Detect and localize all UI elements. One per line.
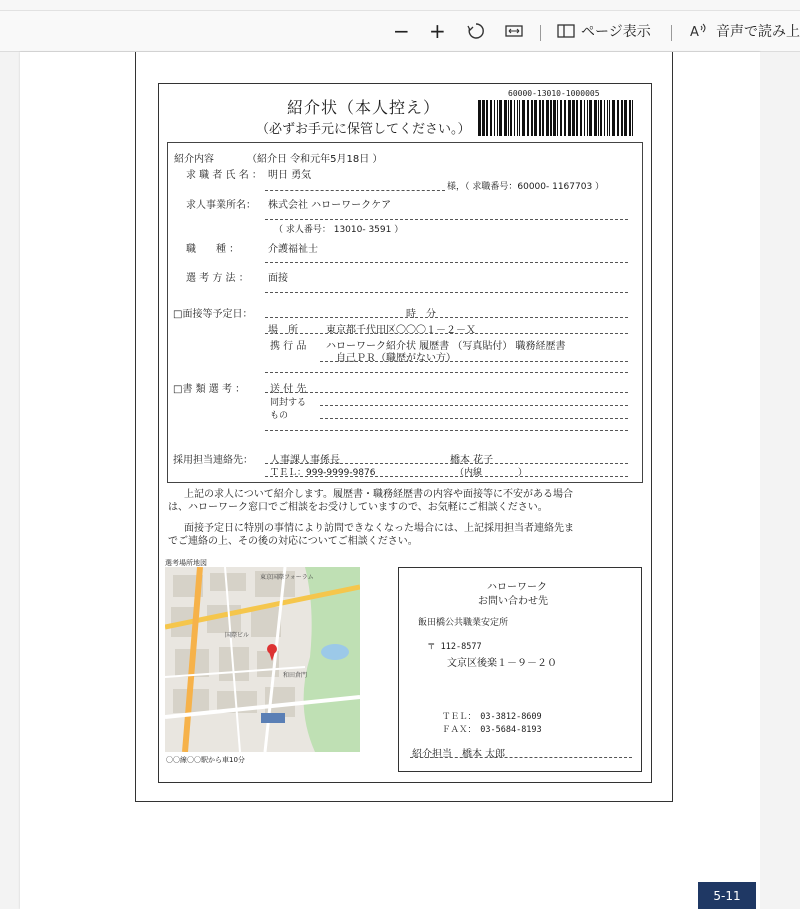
map-label: 選考場所地図 <box>165 559 207 567</box>
zoom-in-button[interactable] <box>429 17 446 45</box>
dotted-line <box>320 418 628 419</box>
barcode-bar <box>624 100 627 136</box>
notice-line: は、ハローワーク窓口でご相談をお受けしていますので、お気軽にご相談ください。 <box>168 502 548 513</box>
barcode-bar <box>490 100 492 136</box>
map-graphic <box>165 567 360 752</box>
contact-tel: ＴＥＬ：999-9999-9876 <box>270 468 376 478</box>
dotted-line <box>265 392 628 393</box>
barcode-bar <box>497 100 498 136</box>
notice-line: 面接予定日に特別の事情により訪問できなくなった場合には、上記採用担当者連絡先ま <box>184 523 574 534</box>
hw-office: 飯田橋公共職業安定所 <box>418 618 509 628</box>
barcode-bar <box>598 100 599 136</box>
dotted-line <box>265 333 628 334</box>
barcode-bar <box>517 100 518 136</box>
svg-text:A: A <box>690 25 699 39</box>
barcode-bar <box>564 100 566 136</box>
hw-title: ハローワーク <box>487 582 547 593</box>
barcode-bar <box>539 100 541 136</box>
notice-line: でご連絡の上、その後の対応についてご相談ください。 <box>168 536 418 547</box>
page-view-button[interactable] <box>557 17 651 45</box>
barcode-bar <box>600 100 602 136</box>
hw-subtitle: お問い合わせ先 <box>478 596 548 607</box>
barcode-bar <box>632 100 633 136</box>
fit-width-icon <box>505 23 523 39</box>
page-number: 5-11 <box>713 888 741 903</box>
enclose-label: 同封する <box>270 398 307 408</box>
dotted-line <box>265 476 628 477</box>
barcode <box>478 100 633 136</box>
toolbar-divider <box>671 25 672 41</box>
applicant-name: 明日 勇気 <box>268 170 312 181</box>
barcode-bar <box>580 100 582 136</box>
barcode-bar <box>629 100 631 136</box>
barcode-bar <box>494 100 495 136</box>
barcode-bar <box>617 100 619 136</box>
barcode-bar <box>607 100 608 136</box>
applicant-label: 求 職 者 氏 名 ： <box>186 170 262 181</box>
barcode-bar <box>510 100 512 136</box>
hw-postal: 〒 112-8577 <box>427 642 482 652</box>
barcode-bar <box>594 100 597 136</box>
barcode-bar <box>604 100 605 136</box>
dotted-line <box>265 190 445 191</box>
barcode-bar <box>531 100 533 136</box>
hw-address: 文京区後楽１－９－２０ <box>447 658 557 669</box>
hw-fax: ＦＡＸ： 03-5684-8193 <box>442 725 542 735</box>
barcode-bar <box>576 100 578 136</box>
barcode-bar <box>519 100 520 136</box>
contact-extension: （内線 ） <box>455 468 528 478</box>
dotted-line <box>265 292 628 293</box>
rotate-icon <box>467 22 485 40</box>
plus-icon: + <box>429 19 446 43</box>
document-subtitle: （必ずお手元に保管してください。） <box>256 122 471 137</box>
barcode-bar <box>504 100 507 136</box>
barcode-bar <box>522 100 525 136</box>
barcode-bar <box>609 100 610 136</box>
location-map <box>165 567 360 752</box>
barcode-bar <box>584 100 585 136</box>
barcode-bar <box>527 100 529 136</box>
dotted-line <box>320 405 628 406</box>
interview-label: □面接等予定日： <box>173 309 253 320</box>
viewer-right-margin <box>760 52 800 909</box>
minus-icon: − <box>393 19 410 43</box>
map-text: 国際ビル <box>225 632 250 639</box>
employer-label: 求人事業所名： <box>186 200 256 211</box>
dotted-line <box>265 430 628 431</box>
document-review-label: □書 類 選 考 ： <box>173 384 246 395</box>
occupation-label: 職 種 ： <box>186 244 240 255</box>
map-text: 東京国際フォーラム <box>260 574 314 581</box>
employer-name: 株式会社 ハローワークケア <box>268 200 392 211</box>
notice-paragraph-1 <box>168 488 638 514</box>
barcode-bar <box>478 100 481 136</box>
contact-title: 人事課人事係長 <box>270 455 340 466</box>
occupation-value: 介護福祉士 <box>268 244 318 255</box>
dotted-line <box>320 361 628 362</box>
page-view-label: ページ表示 <box>581 24 651 40</box>
map-caption: 〇〇線〇〇駅から車10分 <box>166 756 245 764</box>
page-view-icon <box>557 23 575 39</box>
barcode-bar <box>553 100 556 136</box>
barcode-bar <box>534 100 537 136</box>
rotate-button[interactable] <box>467 17 485 45</box>
fit-width-button[interactable] <box>505 17 523 45</box>
barcode-bar <box>508 100 509 136</box>
contact-name: 橋本 花子 <box>450 455 494 466</box>
selection-value: 面接 <box>268 273 288 284</box>
barcode-number: 60000-13010-1000005 <box>508 89 600 98</box>
selection-label: 選 考 方 法 ： <box>186 273 249 284</box>
barcode-bar <box>550 100 552 136</box>
barcode-bar <box>568 100 571 136</box>
barcode-bar <box>589 100 592 136</box>
contact-label: 採用担当連絡先： <box>173 455 253 466</box>
dotted-line <box>265 219 628 220</box>
place-value: 東京都千代田区〇〇〇１－２－Ｘ <box>326 325 476 336</box>
barcode-bar <box>542 100 544 136</box>
barcode-bar <box>546 100 549 136</box>
toolbar-divider <box>540 25 541 41</box>
dotted-line <box>265 372 628 373</box>
barcode-bar <box>587 100 588 136</box>
dotted-line <box>265 317 628 318</box>
hw-staff: 紹介担当 橋本 太郎 <box>412 749 506 760</box>
barcode-bar <box>621 100 623 136</box>
pdf-toolbar <box>0 11 800 52</box>
job-number: （ 求人番号： 13010- 3591 ） <box>274 225 404 235</box>
barcode-bar <box>572 100 575 136</box>
read-aloud-label: 音声で読み上 <box>716 24 800 40</box>
zoom-out-button[interactable] <box>393 17 410 45</box>
barcode-bar <box>612 100 615 136</box>
barcode-bar <box>486 100 488 136</box>
barcode-bar <box>499 100 502 136</box>
section-intro-label: 紹介内容 <box>174 154 214 165</box>
page-number-badge <box>698 882 756 909</box>
hw-tel: ＴＥＬ： 03-3812-8609 <box>442 712 542 722</box>
barcode-bar <box>482 100 485 136</box>
barcode-bar <box>514 100 515 136</box>
send-to-label: 送 付 先 <box>270 384 307 395</box>
dotted-line <box>265 463 628 464</box>
items-value: ハローワーク紹介状 履歴書 （写真貼付） 職務経歴書 <box>326 341 566 352</box>
read-aloud-icon <box>690 23 708 39</box>
notice-line: 上記の求人について紹介します。履歴書・職務経歴書の内容や面接等に不安がある場合 <box>184 489 573 500</box>
intro-date: （紹介日 令和元年5月18日 ） <box>247 154 383 165</box>
enclose-label-2: もの <box>270 411 289 421</box>
dotted-line <box>410 757 632 758</box>
items-value-2: 自己ＰＲ（職歴がない方） <box>336 353 456 364</box>
barcode-bar <box>557 100 558 136</box>
interview-time: 時 分 <box>406 309 436 320</box>
map-text: 和田倉門 <box>283 672 308 679</box>
dotted-line <box>265 262 628 263</box>
applicant-suffix: 様，（ 求職番号：60000- 1167703 ） <box>447 182 605 192</box>
place-label: 場 所 <box>268 325 298 336</box>
title-bar-strip <box>0 0 800 11</box>
notice-paragraph-2 <box>168 522 638 548</box>
read-aloud-button[interactable] <box>690 17 800 45</box>
items-label: 携 行 品 <box>270 341 307 352</box>
barcode-bar <box>560 100 562 136</box>
document-title: 紹介状（本人控え） <box>287 98 441 117</box>
